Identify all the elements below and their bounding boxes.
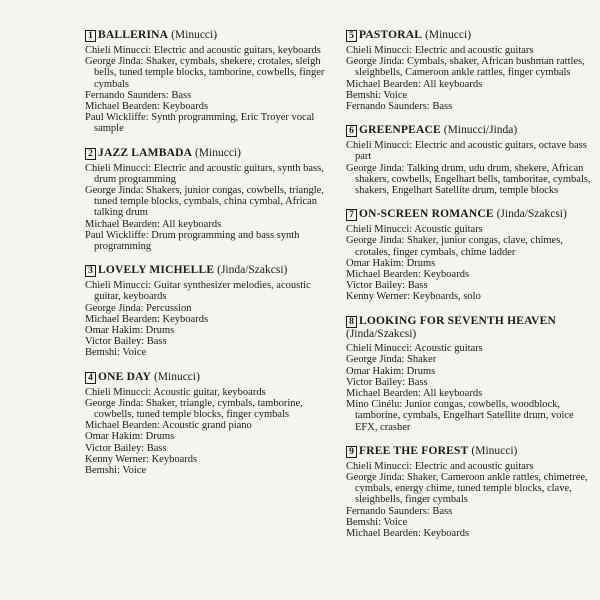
- track-number-box: 6: [346, 125, 357, 137]
- track-number-box: 4: [85, 372, 96, 384]
- track-title: PASTORAL: [359, 29, 423, 41]
- track-title: ONE DAY: [98, 370, 152, 383]
- credit-line: Chieli Minucci: Electric and acoustic guitars, synth bass, drum programming: [85, 162, 324, 185]
- credit-line: George Jinda: Shaker, triangle, cymbals, tamborine, cowbells, tuned temple blocks, finger cymbals: [85, 397, 303, 421]
- credit-line: Fernando Saunders: Bass: [85, 89, 192, 101]
- credit-line: Fernando Saunders: Bass: [346, 101, 453, 113]
- credit-line: Fernando Saunders: Bass: [346, 505, 453, 517]
- track-heading: [346, 124, 596, 137]
- credit-line: Chieli Minucci: Guitar synthesizer melodies, acoustic guitar, keyboards: [85, 280, 311, 303]
- credit-line: Michael Bearden: Keyboards: [85, 313, 209, 325]
- track-block: [346, 124, 596, 196]
- track-number-box: 1: [85, 30, 96, 42]
- track-title: GREENPEACE: [359, 124, 441, 137]
- credit-line: George Jinda: Shaker, cymbals, shekere, crotales, sleigh bells, tuned temple blocks, tamborine, cowbells, finger cymbals: [85, 56, 325, 90]
- track-block: [85, 29, 335, 135]
- credit-line: Omar Hakim: Drums: [85, 431, 175, 443]
- credit-line: Victor Bailey: Bass: [346, 376, 428, 388]
- credit-line: Victor Bailey: Bass: [346, 280, 428, 292]
- credit-line: Chieli Minucci: Acoustic guitars: [346, 224, 483, 236]
- track-composer: (Minucci): [171, 29, 218, 41]
- track-number-box: 8: [346, 316, 357, 328]
- credit-line: Chieli Minucci: Acoustic guitar, keyboards: [85, 386, 266, 398]
- credit-line: Chieli Minucci: Electric and acoustic guitars: [346, 45, 534, 56]
- right-column: [346, 29, 596, 551]
- credit-line: Chieli Minucci: Electric and acoustic guitars, octave bass part: [346, 140, 587, 163]
- credit-line: Victor Bailey: Bass: [85, 442, 167, 454]
- credit-line: George Jinda: Cymbals, shaker, African bushman rattles, sleighbells, Cameroon ankle rattles, finger cymbals: [346, 56, 585, 79]
- track-block: [346, 29, 596, 112]
- credit-line: George Jinda: Talking drum, udu drum, shekere, African shakers, cowbells, Engelhart bells, tamboritae, cymbals, shakers, Engelhart Satellite drum, temple blocks: [346, 162, 591, 197]
- credit-line: Bemshi: Voice: [346, 89, 408, 101]
- credit-line: George Jinda: Shakers, junior congas, cowbells, triangle, tuned temple blocks, cymbals, china cymbal, African talking drum: [85, 185, 324, 219]
- track-number-box: 3: [85, 265, 96, 277]
- left-column: [85, 29, 335, 488]
- credit-line: Victor Bailey: Bass: [85, 336, 167, 348]
- track-composer: (Minucci/Jinda): [443, 124, 518, 137]
- track-heading: [346, 208, 596, 221]
- credit-line: George Jinda: Shaker, junior congas, clave, chimes, crotales, finger cymbals, chime ladder: [346, 235, 563, 258]
- credit-line: Chieli Minucci: Electric and acoustic guitars, keyboards: [85, 45, 321, 56]
- track-block: [346, 445, 596, 539]
- credit-line: Michael Bearden: All keyboards: [85, 218, 222, 230]
- credit-line: Chieli Minucci: Electric and acoustic guitars: [346, 460, 534, 472]
- track-heading: [346, 315, 596, 341]
- track-number-box: 9: [346, 446, 357, 458]
- track-heading: [85, 264, 335, 277]
- credit-line: Kenny Werner: Keyboards, solo: [346, 291, 481, 303]
- credit-line: Kenny Werner: Keyboards: [85, 453, 198, 465]
- track-heading: [85, 371, 335, 384]
- track-heading: [85, 29, 335, 42]
- track-heading: [85, 147, 335, 160]
- track-composer: (Minucci): [425, 29, 472, 41]
- credit-line: Omar Hakim: Drums: [85, 325, 175, 337]
- track-composer: (Jinda/Szakcsi): [496, 208, 567, 221]
- track-title: LOOKING FOR SEVENTH HEAVEN: [359, 314, 557, 327]
- credit-line: Omar Hakim: Drums: [346, 257, 436, 269]
- track-title: ON-SCREEN ROMANCE: [359, 208, 494, 221]
- track-composer: (Minucci): [471, 444, 518, 457]
- credit-line: Bemshi: Voice: [346, 516, 408, 528]
- credit-line: George Jinda: Shaker: [346, 354, 437, 366]
- credit-line: Michael Bearden: Acoustic grand piano: [85, 420, 252, 432]
- track-number-box: 5: [346, 30, 357, 42]
- track-block: [85, 147, 335, 253]
- track-title: LOVELY MICHELLE: [98, 264, 215, 277]
- credit-line: Michael Bearden: Keyboards: [85, 101, 209, 113]
- track-composer: (Jinda/Szakcsi): [346, 327, 417, 340]
- track-number-box: 7: [346, 209, 357, 221]
- credit-line: Mino Cinélu: Junior congas, cowbells, woodblock, tamborine, cymbals, Engelhart Satellite drum, voice EFX, crasher: [346, 399, 574, 433]
- credit-line: George Jinda: Shaker, Cameroon ankle rattles, chimetree, cymbals, energy chime, tuned temple blocks, clave, sleighbells, finger cymbals: [346, 471, 588, 506]
- credit-line: Michael Bearden: Keyboards: [346, 528, 470, 539]
- track-block: [346, 315, 596, 433]
- track-composer: (Minucci): [153, 370, 200, 383]
- credit-line: Michael Bearden: Keyboards: [346, 269, 470, 281]
- track-title: FREE THE FOREST: [359, 444, 469, 457]
- credit-line: Michael Bearden: All keyboards: [346, 78, 483, 90]
- credit-line: Paul Wickliffe: Synth programming, Eric Troyer vocal sample: [85, 112, 315, 135]
- track-composer: (Minucci): [194, 146, 241, 159]
- track-block: [85, 371, 335, 477]
- track-heading: [346, 29, 596, 42]
- credit-line: George Jinda: Percussion: [85, 302, 192, 314]
- track-number-box: 2: [85, 148, 96, 160]
- track-block: [85, 264, 335, 358]
- track-block: [346, 208, 596, 302]
- credit-line: Michael Bearden: All keyboards: [346, 387, 483, 399]
- track-title: JAZZ LAMBADA: [98, 146, 193, 159]
- credit-line: Bemshi: Voice: [85, 347, 147, 359]
- credit-line: Bemshi: Voice: [85, 465, 147, 477]
- track-heading: [346, 445, 596, 458]
- credit-line: Paul Wickliffe: Drum programming and bass synth programming: [85, 229, 300, 253]
- track-composer: (Jinda/Szakcsi): [217, 264, 288, 277]
- track-title: BALLERINA: [98, 29, 169, 41]
- credit-line: Omar Hakim: Drums: [346, 365, 436, 377]
- credit-line: Chieli Minucci: Acoustic guitars: [346, 343, 483, 355]
